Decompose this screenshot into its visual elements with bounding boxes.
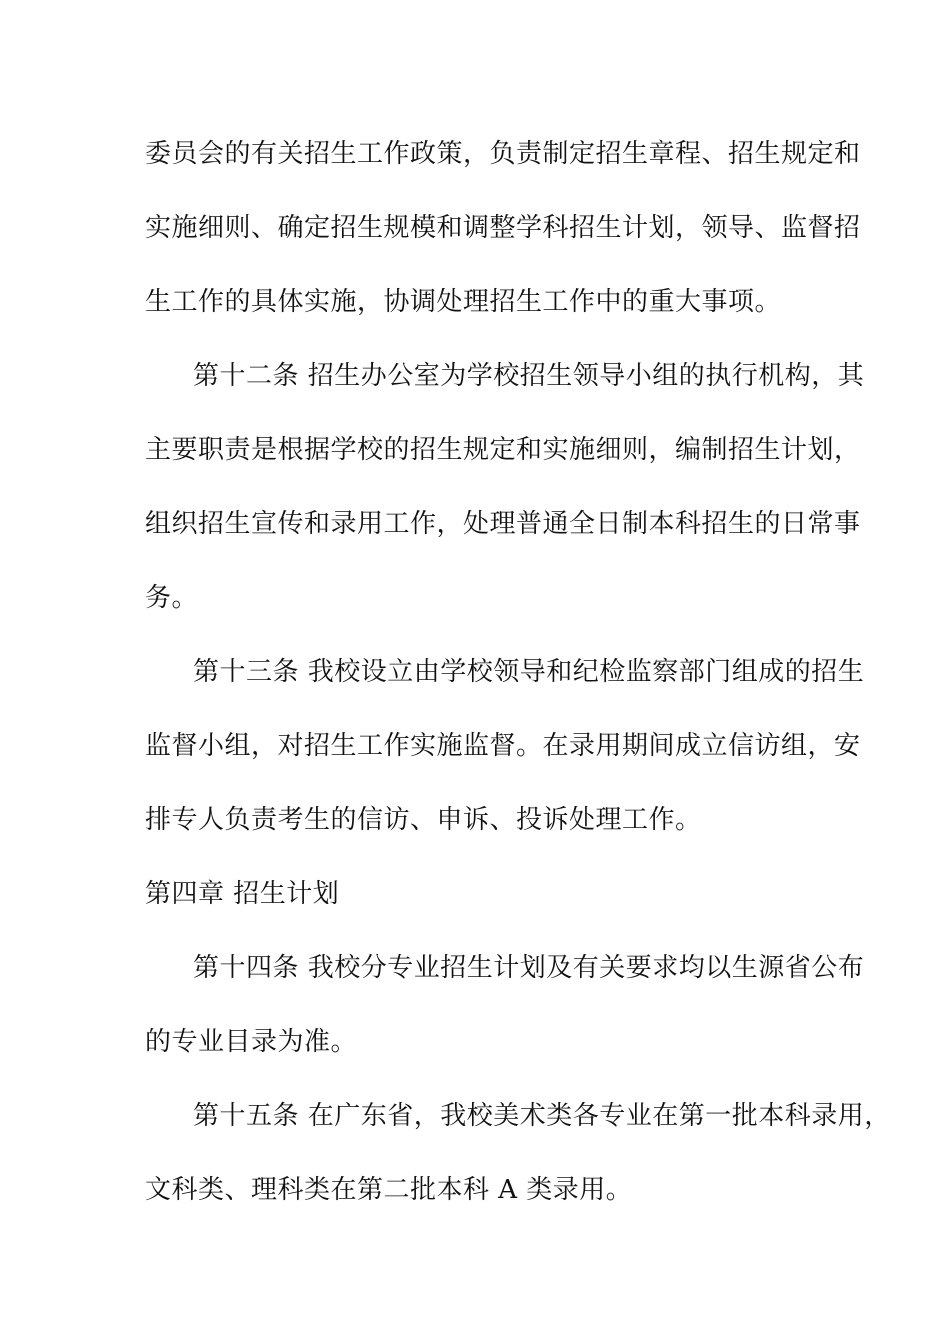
article-14-line: 第十四条 我校分专业招生计划及有关要求均以生源省公布 — [193, 953, 865, 983]
paragraph-line: 生工作的具体实施，协调处理招生工作中的重大事项。 — [145, 287, 782, 317]
paragraph-line: 主要职责是根据学校的招生规定和实施细则，编制招生计划， — [145, 435, 861, 465]
article-12-line: 第十二条 招生办公室为学校招生领导小组的执行机构，其 — [193, 361, 865, 391]
paragraph-line: 实施细则、确定招生规模和调整学科招生计划，领导、监督招 — [145, 213, 861, 243]
paragraph-line: 的专业目录为准。 — [145, 1027, 358, 1057]
paragraph-line: 监督小组，对招生工作实施监督。在录用期间成立信访组，安 — [145, 731, 861, 761]
paragraph-line: 组织招生宣传和录用工作，处理普通全日制本科招生的日常事 — [145, 509, 861, 539]
article-13-line: 第十三条 我校设立由学校领导和纪检监察部门组成的招生 — [193, 657, 865, 687]
paragraph-line: 排专人负责考生的信访、申诉、投诉处理工作。 — [145, 805, 702, 835]
chapter-heading: 第四章 招生计划 — [145, 879, 340, 909]
paragraph-line: 委员会的有关招生工作政策，负责制定招生章程、招生规定和 — [145, 139, 861, 169]
paragraph-line: 文科类、理科类在第二批本科 A 类录用。 — [145, 1175, 633, 1205]
article-15-line: 第十五条 在广东省，我校美术类各专业在第一批本科录用， — [193, 1101, 891, 1131]
paragraph-line: 务。 — [145, 583, 199, 613]
